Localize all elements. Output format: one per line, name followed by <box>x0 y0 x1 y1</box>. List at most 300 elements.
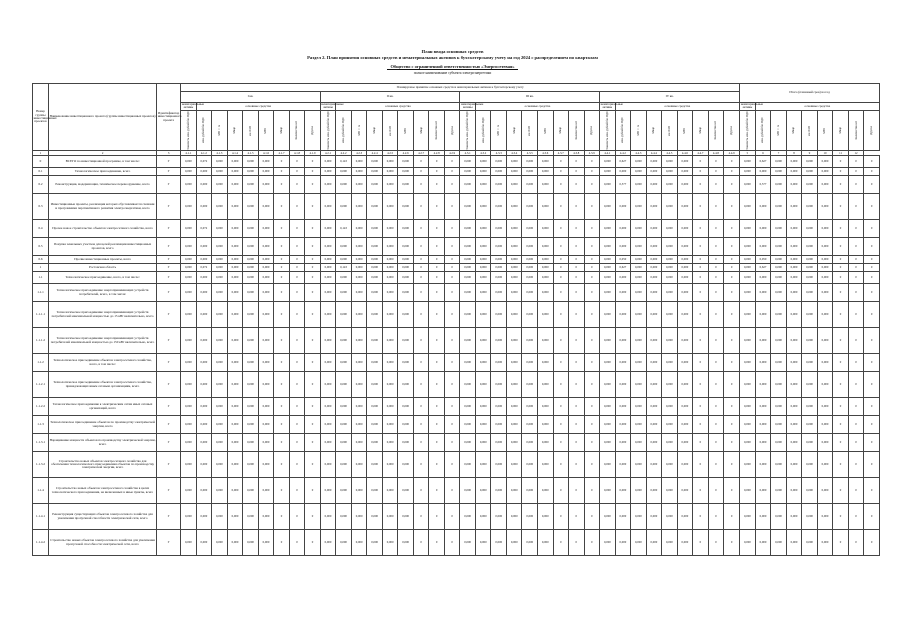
row-value: 0,000 <box>398 416 414 434</box>
row-value: 0,000 <box>181 302 197 328</box>
row-value: 0,000 <box>351 168 367 176</box>
row-value: 0 <box>413 530 429 556</box>
row-value: 0 <box>833 504 849 530</box>
row-value: 0,000 <box>677 478 693 504</box>
row-value: 0,000 <box>677 272 693 284</box>
header-unit-1-text: млн. рублей без НДС <box>341 117 346 144</box>
row-value: 0 <box>864 328 880 354</box>
row-value: 0,000 <box>615 284 631 302</box>
row-value: 0,000 <box>522 272 538 284</box>
row-value: 0,000 <box>802 452 818 478</box>
row-value: 0,000 <box>506 194 522 220</box>
column-number: 4.3.5 <box>522 151 538 156</box>
column-number: 4.1.7 <box>274 151 290 156</box>
row-value: 0,000 <box>351 434 367 452</box>
row-value: 0,000 <box>475 284 491 302</box>
row-value: 0 <box>553 302 569 328</box>
header-intangible: нематериальные активы <box>181 102 205 110</box>
row-value: 0,000 <box>755 302 771 328</box>
row-value: 0,000 <box>677 264 693 272</box>
row-value: 0,000 <box>538 416 554 434</box>
row-value: 0 <box>274 416 290 434</box>
row-value: 0,000 <box>786 416 802 434</box>
row-value: 0,000 <box>755 416 771 434</box>
row-name: Строительство новых объектов электросетевого хозяйства для обеспечения технологического присоединения объектов по производству электрической энергии, всего <box>49 452 157 478</box>
row-value: 0 <box>584 168 600 176</box>
header-quarter-2: II кв. <box>320 92 460 103</box>
row-value: 0,000 <box>600 156 616 168</box>
row-value: 0,000 <box>460 176 476 194</box>
row-value: 0,000 <box>336 530 352 556</box>
header-unit-2-text: МВ×А <box>775 125 780 136</box>
row-value: 0 <box>569 264 585 272</box>
row-value: 0 <box>444 168 460 176</box>
row-value: 0,000 <box>646 504 662 530</box>
row-value: 0 <box>848 220 864 238</box>
row-value: 0,000 <box>398 194 414 220</box>
row-id: Г <box>157 478 181 504</box>
row-value: 0,000 <box>662 328 678 354</box>
row-value: 0,000 <box>755 194 771 220</box>
row-value: 0,000 <box>740 328 756 354</box>
row-value: 0 <box>569 478 585 504</box>
row-value: 0,000 <box>786 156 802 168</box>
row-value: 0 <box>553 238 569 256</box>
row-id: Г <box>157 302 181 328</box>
column-number: 10 <box>817 151 833 156</box>
row-value: 0 <box>305 264 321 272</box>
header-unit-5-text: МВт <box>263 127 268 134</box>
row-value: 0,000 <box>646 176 662 194</box>
row-value: 0,000 <box>802 530 818 556</box>
table-row <box>33 530 880 556</box>
header-unit-8 <box>724 110 740 151</box>
row-value: 0,000 <box>755 272 771 284</box>
row-id: Г <box>157 238 181 256</box>
row-value: 0,000 <box>771 284 787 302</box>
header-unit-7 <box>569 110 585 151</box>
row-value: 0,000 <box>817 504 833 530</box>
row-value: 0 <box>289 434 305 452</box>
row-value: 0,000 <box>181 176 197 194</box>
row-value: 0,000 <box>646 452 662 478</box>
row-value: 0,000 <box>615 452 631 478</box>
header-intangible-cost <box>320 110 336 151</box>
row-value: 0,000 <box>181 434 197 452</box>
row-value: 0,000 <box>538 478 554 504</box>
row-value: 0 <box>429 478 445 504</box>
header-unit-2 <box>491 110 507 151</box>
row-value: 0 <box>289 284 305 302</box>
row-value: 0,000 <box>351 452 367 478</box>
row-value: 0 <box>724 168 740 176</box>
row-value: 0,000 <box>538 284 554 302</box>
row-value: 0,000 <box>491 530 507 556</box>
row-value: 0 <box>848 416 864 434</box>
row-code: 1.1.2.1 <box>33 372 49 398</box>
row-value: 0 <box>848 238 864 256</box>
row-value: 0,000 <box>336 302 352 328</box>
row-value: 0,000 <box>522 220 538 238</box>
row-value: 0 <box>584 264 600 272</box>
row-value: 0 <box>274 256 290 264</box>
header-unit-6 <box>693 110 709 151</box>
column-number: 4.2.5 <box>382 151 398 156</box>
row-value: 0,000 <box>491 504 507 530</box>
row-value: 0 <box>569 194 585 220</box>
row-value: 0,000 <box>522 302 538 328</box>
row-value: 0,000 <box>475 176 491 194</box>
header-unit-3-text: Мвар <box>651 127 656 134</box>
row-value: 0 <box>848 530 864 556</box>
row-value: 0 <box>553 220 569 238</box>
row-value: 0,000 <box>475 168 491 176</box>
row-value: 0,000 <box>460 194 476 220</box>
row-value: 0 <box>864 504 880 530</box>
row-value: 0,000 <box>817 238 833 256</box>
header-intangible: нематериальные активы <box>461 102 484 110</box>
row-value: 0,000 <box>212 238 228 256</box>
header-unit-3 <box>786 110 802 151</box>
row-value: 0 <box>848 302 864 328</box>
row-value: 0 <box>444 176 460 194</box>
row-value: 0,000 <box>771 398 787 416</box>
row-value: 0 <box>848 434 864 452</box>
row-value: 0,000 <box>398 256 414 264</box>
row-value: 0,000 <box>181 264 197 272</box>
row-value: 0,000 <box>320 194 336 220</box>
row-value: 0 <box>553 328 569 354</box>
row-value: 0,000 <box>631 416 647 434</box>
row-value: 0,000 <box>181 354 197 372</box>
row-value: 0 <box>305 156 321 168</box>
header-unit-6 <box>833 110 849 151</box>
header-unit-4-text: км ЛЭП <box>806 125 811 136</box>
row-value: 0,000 <box>475 194 491 220</box>
table-row <box>33 156 880 168</box>
row-value: 0,000 <box>600 168 616 176</box>
row-value: 0,000 <box>677 452 693 478</box>
row-value: 0,000 <box>786 504 802 530</box>
row-value: 0,000 <box>398 504 414 530</box>
row-value: 0,000 <box>382 302 398 328</box>
row-value: 0 <box>429 238 445 256</box>
row-value: 0 <box>274 272 290 284</box>
row-value: 0,000 <box>351 504 367 530</box>
row-value: 0,000 <box>646 302 662 328</box>
header-unit-3-text: Мвар <box>791 127 796 134</box>
row-value: 0 <box>584 194 600 220</box>
row-value: 0,000 <box>212 398 228 416</box>
row-value: 0,000 <box>755 530 771 556</box>
row-value: 0,000 <box>755 504 771 530</box>
row-value: 0,000 <box>227 478 243 504</box>
row-value: 0,000 <box>817 416 833 434</box>
row-value: 0 <box>553 176 569 194</box>
row-value: 0,000 <box>600 372 616 398</box>
row-value: 0,000 <box>615 302 631 328</box>
row-value: 0,000 <box>196 238 212 256</box>
row-value: 0 <box>693 416 709 434</box>
row-value: 0,000 <box>367 176 383 194</box>
row-value: 0 <box>413 264 429 272</box>
plan-table <box>32 83 880 556</box>
row-value: 0,000 <box>258 372 274 398</box>
row-value: 0,000 <box>600 264 616 272</box>
row-value: 0,000 <box>662 372 678 398</box>
row-code: 1.1.3.1 <box>33 434 49 452</box>
row-value: 0 <box>413 220 429 238</box>
row-value: 0,000 <box>258 256 274 264</box>
column-number: 4.4.1 <box>600 151 616 156</box>
row-value: 0,000 <box>491 168 507 176</box>
row-value: 0,000 <box>227 256 243 264</box>
row-value: 0,000 <box>538 434 554 452</box>
row-value: 0,000 <box>740 156 756 168</box>
row-value: 0,000 <box>506 416 522 434</box>
row-value: 0,000 <box>491 398 507 416</box>
row-value: 0,000 <box>460 504 476 530</box>
row-value: 0 <box>429 530 445 556</box>
header-unit-5-text: МВт <box>403 127 408 134</box>
row-value: 0,000 <box>367 256 383 264</box>
row-value: 0,000 <box>382 452 398 478</box>
row-value: 0,000 <box>351 156 367 168</box>
header-unit-7-text: Количество шт <box>853 121 858 140</box>
row-value: 0,000 <box>196 530 212 556</box>
row-value: 0 <box>413 156 429 168</box>
table-row <box>33 194 880 220</box>
row-value: 0,000 <box>243 256 259 264</box>
table-row <box>33 176 880 194</box>
row-value: 0 <box>429 452 445 478</box>
row-value: 0 <box>864 416 880 434</box>
row-value: 0 <box>584 156 600 168</box>
row-value: 0,000 <box>491 194 507 220</box>
row-code: 1.1.1.1 <box>33 302 49 328</box>
row-value: 0,000 <box>320 416 336 434</box>
row-value: 0,000 <box>740 176 756 194</box>
row-value: 0 <box>864 194 880 220</box>
header-unit-1 <box>336 110 352 151</box>
row-code: 1.1.1 <box>33 284 49 302</box>
row-value: 0 <box>848 452 864 478</box>
row-value: 0,000 <box>802 328 818 354</box>
row-value: 0,000 <box>662 238 678 256</box>
header-unit-5-text: МВт <box>542 127 547 134</box>
row-value: 0,627 <box>755 264 771 272</box>
row-value: 0,000 <box>212 328 228 354</box>
row-value: 0,000 <box>771 478 787 504</box>
row-value: 0,000 <box>538 302 554 328</box>
row-value: 0,000 <box>802 434 818 452</box>
table-row <box>33 398 880 416</box>
row-value: 0 <box>444 238 460 256</box>
row-value: 0 <box>444 272 460 284</box>
row-value: 0 <box>289 256 305 264</box>
row-value: 0,000 <box>538 354 554 372</box>
row-value: 0,000 <box>460 328 476 354</box>
row-value: 0 <box>429 328 445 354</box>
table-row <box>33 238 880 256</box>
row-code: 1.1.2 <box>33 354 49 372</box>
row-code: 1.1.4.2 <box>33 530 49 556</box>
row-value: 0 <box>864 256 880 264</box>
row-value: 0,000 <box>475 220 491 238</box>
column-number: 3 <box>157 151 181 156</box>
row-value: 0,000 <box>181 284 197 302</box>
column-number: 4.4.8 <box>708 151 724 156</box>
row-value: 0,000 <box>771 416 787 434</box>
row-value: 0,000 <box>662 168 678 176</box>
row-value: 0,000 <box>771 156 787 168</box>
row-value: 0 <box>289 156 305 168</box>
row-value: 0 <box>708 530 724 556</box>
row-value: 0 <box>553 284 569 302</box>
row-value: 0,000 <box>646 284 662 302</box>
header-unit-5 <box>398 110 414 151</box>
row-value: 0,000 <box>522 194 538 220</box>
row-value: 0,000 <box>662 156 678 168</box>
row-value: 0,000 <box>662 176 678 194</box>
row-value: 0,000 <box>181 256 197 264</box>
row-value: 0 <box>305 478 321 504</box>
header-intangible-cost <box>181 110 197 151</box>
row-value: 0 <box>289 194 305 220</box>
row-value: 0,000 <box>662 256 678 264</box>
row-value: 0,000 <box>398 272 414 284</box>
row-value: 0,000 <box>382 168 398 176</box>
row-value: 0,000 <box>491 272 507 284</box>
row-value: 0,000 <box>506 256 522 264</box>
row-value: 0,000 <box>802 372 818 398</box>
row-value: 0,000 <box>320 478 336 504</box>
row-value: 0,000 <box>258 272 274 284</box>
row-value: 0,000 <box>631 354 647 372</box>
row-value: 0 <box>289 238 305 256</box>
row-value: 0,000 <box>181 372 197 398</box>
row-value: 0 <box>693 302 709 328</box>
row-value: 0,000 <box>243 372 259 398</box>
row-value: 0 <box>708 284 724 302</box>
row-value: 0,000 <box>336 284 352 302</box>
row-value: 0 <box>693 328 709 354</box>
row-value: 0,000 <box>475 398 491 416</box>
row-value: 0,000 <box>227 452 243 478</box>
column-number: 4.2.7 <box>413 151 429 156</box>
row-value: 0 <box>413 256 429 264</box>
row-code: 1.1.2.2 <box>33 398 49 416</box>
row-value: 0 <box>569 504 585 530</box>
row-value: 0 <box>289 452 305 478</box>
row-value: 0,000 <box>491 238 507 256</box>
row-value: 0,000 <box>196 176 212 194</box>
row-value: 0 <box>848 194 864 220</box>
row-value: 0 <box>289 504 305 530</box>
row-value: 0 <box>553 372 569 398</box>
row-value: 0 <box>305 272 321 284</box>
row-value: 0,000 <box>258 452 274 478</box>
row-value: 0 <box>584 478 600 504</box>
row-value: 0 <box>274 220 290 238</box>
header-intangible-cost-text: стоимость млн. рублей без НДС <box>465 110 470 151</box>
column-number: 4.4.6 <box>677 151 693 156</box>
row-value: 0 <box>569 354 585 372</box>
row-value: 0,000 <box>196 452 212 478</box>
header-unit-6-text: Мвар <box>418 127 423 134</box>
row-value: 0 <box>833 302 849 328</box>
row-value: 0,000 <box>755 398 771 416</box>
document-title: План ввода основных средств <box>421 49 484 54</box>
row-value: 0 <box>693 194 709 220</box>
row-value: 0,000 <box>212 194 228 220</box>
row-value: 0,000 <box>740 220 756 238</box>
row-code: 0.1 <box>33 168 49 176</box>
row-value: 0,000 <box>243 220 259 238</box>
row-value: 0,000 <box>802 264 818 272</box>
row-value: 0 <box>848 168 864 176</box>
row-value: 0,000 <box>506 328 522 354</box>
row-value: 0,000 <box>802 176 818 194</box>
row-value: 0,000 <box>475 434 491 452</box>
row-value: 0,000 <box>631 238 647 256</box>
row-value: 0,000 <box>740 272 756 284</box>
row-value: 0,000 <box>212 354 228 372</box>
row-value: 0,000 <box>258 156 274 168</box>
row-value: 0 <box>848 256 864 264</box>
row-value: 0,000 <box>600 328 616 354</box>
row-value: 0,000 <box>491 256 507 264</box>
row-value: 0,000 <box>382 504 398 530</box>
row-value: 0,000 <box>351 302 367 328</box>
row-value: 0,000 <box>817 272 833 284</box>
column-number: 4.3.3 <box>491 151 507 156</box>
row-value: 0 <box>289 372 305 398</box>
row-value: 0,000 <box>382 530 398 556</box>
column-number: 5 <box>740 151 756 156</box>
row-value: 0 <box>444 452 460 478</box>
row-value: 0,000 <box>243 354 259 372</box>
row-value: 0,000 <box>786 194 802 220</box>
row-value: 0 <box>569 284 585 302</box>
header-unit-1 <box>196 110 212 151</box>
row-value: 0,000 <box>351 354 367 372</box>
row-value: 0,000 <box>382 156 398 168</box>
row-value: 0,000 <box>351 194 367 220</box>
row-value: 0,000 <box>196 372 212 398</box>
row-value: 0 <box>833 272 849 284</box>
row-value: 0,000 <box>212 176 228 194</box>
row-value: 0,000 <box>740 238 756 256</box>
row-value: 0,000 <box>196 416 212 434</box>
row-value: 0,000 <box>320 328 336 354</box>
row-value: 0,000 <box>243 504 259 530</box>
row-value: 0 <box>289 398 305 416</box>
row-value: 0,000 <box>755 328 771 354</box>
row-value: 0,000 <box>367 238 383 256</box>
row-value: 0 <box>413 328 429 354</box>
row-value: 0 <box>848 478 864 504</box>
row-value: 0 <box>274 238 290 256</box>
row-value: 0,000 <box>351 372 367 398</box>
row-value: 0,000 <box>367 416 383 434</box>
row-value: 0,000 <box>786 238 802 256</box>
row-value: 0,000 <box>802 302 818 328</box>
row-value: 0,000 <box>367 434 383 452</box>
row-value: 0,000 <box>786 284 802 302</box>
row-value: 0,000 <box>631 272 647 284</box>
row-value: 0,000 <box>615 434 631 452</box>
